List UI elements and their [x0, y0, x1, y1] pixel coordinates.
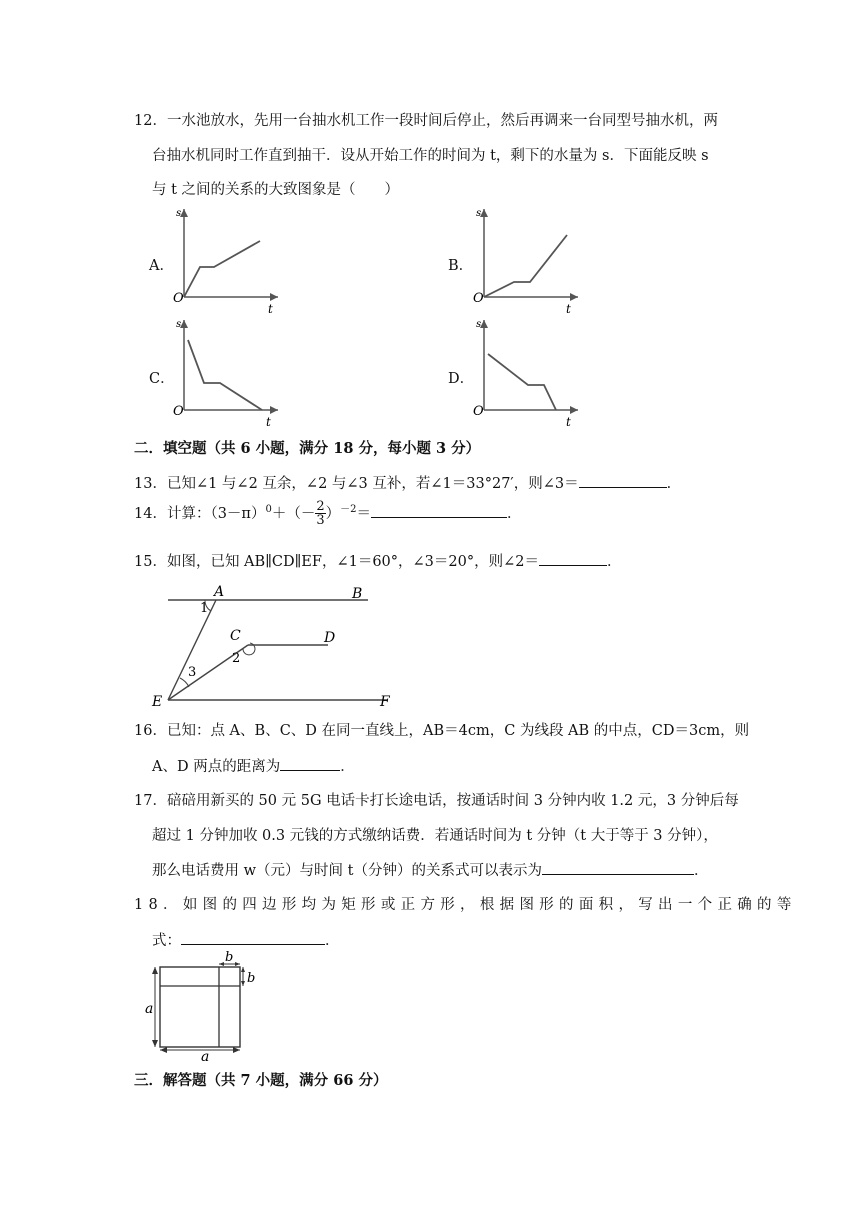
svg-text:1: 1 [200, 601, 209, 616]
q18-answer-blank[interactable] [181, 930, 325, 945]
svg-text:D: D [324, 630, 336, 646]
option-b-graph [470, 205, 580, 317]
option-a-origin: O [173, 291, 184, 306]
q14: 14．计算：$(3-\pi)^0+(-$ $\frac{2}{3}$ ）$^{-2}$＝ ． [134, 499, 522, 529]
q12-line3: 与 t 之间的关系的大致图象是（ ） [152, 182, 400, 198]
option-d-origin: O [473, 404, 484, 419]
svg-text:3: 3 [188, 665, 197, 680]
option-d-graph [470, 316, 580, 428]
option-a-y-label: s [176, 208, 182, 219]
svg-text:b: b [247, 971, 256, 986]
q12-line1: 12．一水池放水，先用一台抽水机工作一段时间后停止，然后再调来一台同型号抽水机，两 [134, 113, 718, 129]
svg-text:2: 2 [232, 651, 241, 666]
q16-line1: 16．已知：点 A、B、C、D 在同一直线上，AB＝4cm，C 为线段 AB 的中点，CD＝3cm，则 [134, 723, 750, 739]
q15-answer-blank[interactable] [539, 551, 607, 566]
q13: 13．已知∠1 与∠2 互余，∠2 与∠3 互补，若∠1＝33°27′，则∠3＝ ． [134, 473, 681, 494]
section-2-heading: 二．填空题（共 6 小题，满分 18 分，每小题 3 分） [134, 440, 481, 457]
q17-line3: 那么电话费用 w（元）与时间 t（分钟）的关系式可以表示为 ． [152, 860, 708, 881]
svg-text:a: a [145, 1001, 154, 1017]
option-a-label: A． [149, 258, 174, 274]
option-c-y-label: s [176, 319, 182, 330]
q15-figure [148, 582, 398, 710]
q17-answer-blank[interactable] [542, 860, 694, 875]
svg-text:C: C [230, 628, 241, 644]
option-d-y-label: s [476, 319, 482, 330]
svg-text:a: a [201, 1049, 210, 1062]
svg-text:b: b [225, 950, 234, 965]
option-b-label: B． [448, 258, 474, 274]
q16-line2: A、D 两点的距离为 ． [152, 756, 355, 777]
q14-answer-blank[interactable] [371, 503, 507, 518]
option-c-label: C． [149, 371, 175, 387]
q15: 15．如图，已知 AB∥CD∥EF，∠1＝60°，∠3＝20°，则∠2＝ ． [134, 551, 621, 572]
q16-answer-blank[interactable] [280, 756, 340, 771]
option-b-x-label: t [566, 302, 571, 316]
q12-line2: 台抽水机同时工作直到抽干．设从开始工作的时间为 t，剩下的水量为 s．下面能反映 s [152, 148, 709, 164]
svg-text:F: F [380, 694, 390, 710]
q13-answer-blank[interactable] [579, 473, 667, 488]
option-d-label: D． [448, 371, 475, 387]
option-b-y-label: s [476, 208, 482, 219]
q17-line2: 超过 1 分钟加收 0.3 元钱的方式缴纳话费．若通话时间为 t 分钟（t 大于等于 3 分钟）， [152, 828, 718, 844]
option-c-x-label: t [266, 415, 271, 428]
svg-text:A: A [214, 584, 225, 600]
q18-line2: 式： ． [152, 930, 340, 951]
option-a-graph [170, 205, 280, 317]
q14-fraction: $\frac{2}{3}$ [316, 499, 325, 529]
option-c-origin: O [173, 404, 184, 419]
option-b-origin: O [473, 291, 484, 306]
q17-line1: 17．碚碚用新买的 50 元 5G 电话卡打长途电话，按通话时间 3 分钟内收 1.2 元，3 分钟后每 [134, 793, 739, 809]
section-3-heading: 三．解答题（共 7 小题，满分 66 分） [134, 1072, 388, 1089]
q18-figure [143, 950, 263, 1062]
option-c-graph [170, 316, 280, 428]
option-d-x-label: t [566, 415, 571, 428]
q18-line1: 18．如图的四边形均为矩形或正方形，根据图形的面积，写出一个正确的等 [134, 897, 797, 913]
svg-text:B: B [352, 586, 363, 602]
svg-text:E: E [152, 694, 163, 710]
option-a-x-label: t [268, 302, 273, 316]
